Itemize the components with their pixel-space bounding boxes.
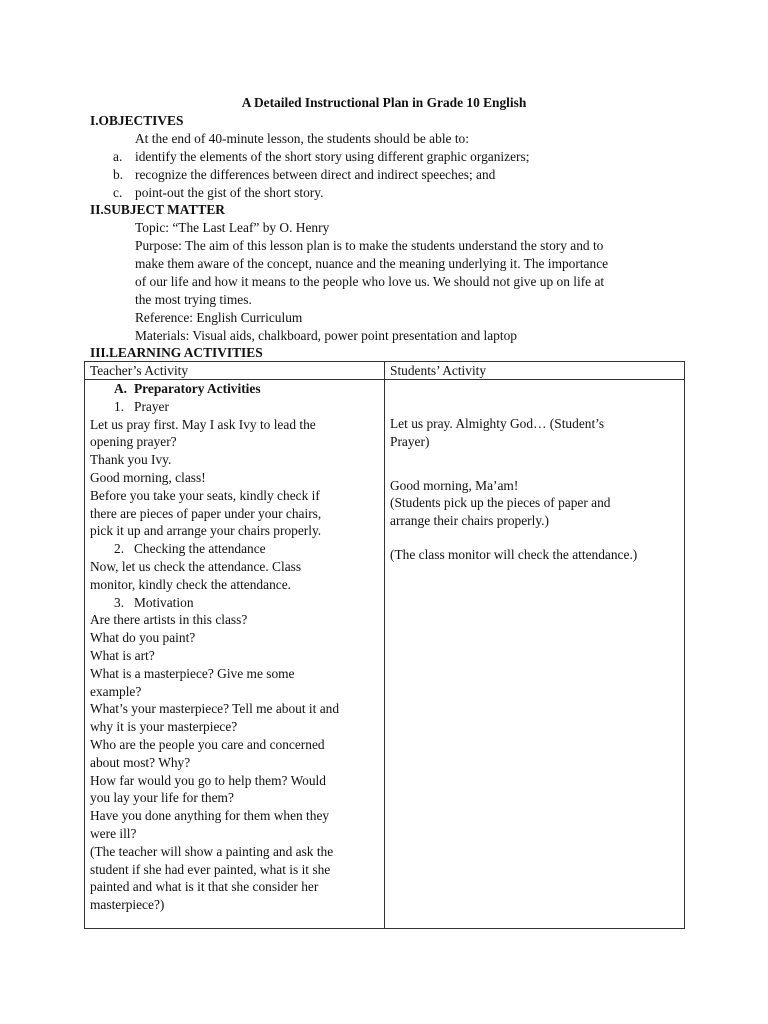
teacher-line: pick it up and arrange your chairs properly. [90, 523, 322, 539]
objectives-heading: I.OBJECTIVES [90, 113, 184, 128]
teacher-line: Thank you Ivy. [90, 452, 172, 468]
objective-marker: b. [113, 167, 124, 182]
teacher-line: Before you take your seats, kindly check if [90, 487, 320, 503]
students-activity-cell [385, 380, 685, 929]
step-marker: 1. [114, 398, 125, 414]
teacher-line: example? [90, 683, 142, 699]
student-line: Good morning, Ma’am! [390, 477, 519, 493]
teacher-line: there are pieces of paper under your chairs, [90, 505, 322, 521]
teacher-line: about most? Why? [90, 754, 191, 770]
subject-topic: Topic: “The Last Leaf” by O. Henry [135, 220, 330, 235]
student-line: Prayer) [390, 433, 430, 449]
student-line: (The class monitor will check the attendance.) [390, 546, 638, 562]
subject-purpose-line: make them aware of the concept, nuance and the meaning underlying it. The importance [135, 256, 609, 271]
student-line: (Students pick up the pieces of paper and [390, 495, 611, 511]
objective-item: point-out the gist of the short story. [135, 185, 324, 200]
activities-table [84, 361, 685, 929]
table-row [85, 380, 685, 929]
subject-materials: Materials: Visual aids, chalkboard, power point presentation and laptop [135, 328, 517, 343]
step-label: Prayer [134, 398, 169, 414]
teacher-line: opening prayer? [90, 434, 177, 450]
teacher-line: Have you done anything for them when they [90, 808, 330, 824]
subject-matter-heading: II.SUBJECT MATTER [90, 202, 225, 217]
teacher-line: What is art? [90, 647, 155, 663]
teacher-line: What is a masterpiece? Give me some [90, 665, 295, 681]
students-column-header: Students’ Activity [385, 362, 685, 380]
teacher-line: What do you paint? [90, 630, 196, 646]
objective-marker: c. [113, 185, 123, 200]
teacher-line: why it is your masterpiece? [90, 719, 238, 735]
step-heading [90, 540, 380, 558]
teacher-line: painted and what is it that she consider her [90, 879, 319, 895]
teacher-line: Good morning, class! [90, 469, 206, 485]
student-line: Let us pray. Almighty God… (Student’s [390, 416, 605, 431]
step-marker: 3. [114, 594, 125, 610]
teacher-line: Let us pray first. May I ask Ivy to lead the [90, 416, 316, 432]
step-label: Checking the attendance [134, 541, 266, 557]
subject-reference: Reference: English Curriculum [135, 310, 303, 325]
teacher-line: you lay your life for them? [90, 790, 234, 806]
teacher-line: Who are the people you care and concerned [90, 736, 325, 752]
table-header-row [85, 362, 685, 380]
step-heading [90, 594, 380, 612]
section-marker: A. [114, 381, 128, 396]
subject-purpose-line: the most trying times. [135, 292, 252, 307]
learning-activities-heading: III.LEARNING ACTIVITIES [90, 345, 263, 360]
teacher-line: What’s your masterpiece? Tell me about it and [90, 701, 340, 717]
teacher-line: were ill? [90, 825, 137, 841]
teacher-line: monitor, kindly check the attendance. [90, 576, 291, 592]
document-title: A Detailed Instructional Plan in Grade 10 English [241, 95, 527, 110]
subject-purpose-line: of our life and how it means to the people who love us. We should not give up on life at [135, 274, 605, 289]
step-heading [90, 398, 380, 416]
section-heading [90, 380, 380, 398]
section-label: Preparatory Activities [134, 381, 261, 396]
teacher-line: student if she had ever painted, what is it she [90, 861, 331, 877]
student-line: arrange their chairs properly.) [390, 513, 549, 529]
teacher-line: (The teacher will show a painting and ask the [90, 843, 334, 859]
objective-item: recognize the differences between direct and indirect speeches; and [135, 167, 496, 182]
step-label: Motivation [134, 594, 194, 610]
objective-item: identify the elements of the short story using different graphic organizers; [135, 149, 530, 164]
step-marker: 2. [114, 541, 125, 557]
teacher-line: masterpiece?) [90, 897, 165, 913]
teacher-line: Now, let us check the attendance. Class [90, 558, 302, 574]
objective-marker: a. [113, 149, 123, 164]
objectives-intro: At the end of 40-minute lesson, the students should be able to: [135, 131, 469, 146]
teacher-line: Are there artists in this class? [90, 612, 248, 628]
teacher-activity-cell [85, 380, 385, 929]
teacher-column-header: Teacher’s Activity [85, 362, 385, 380]
teacher-line: How far would you go to help them? Would [90, 772, 326, 788]
subject-purpose-line: Purpose: The aim of this lesson plan is to make the students understand the story and to [135, 238, 604, 253]
